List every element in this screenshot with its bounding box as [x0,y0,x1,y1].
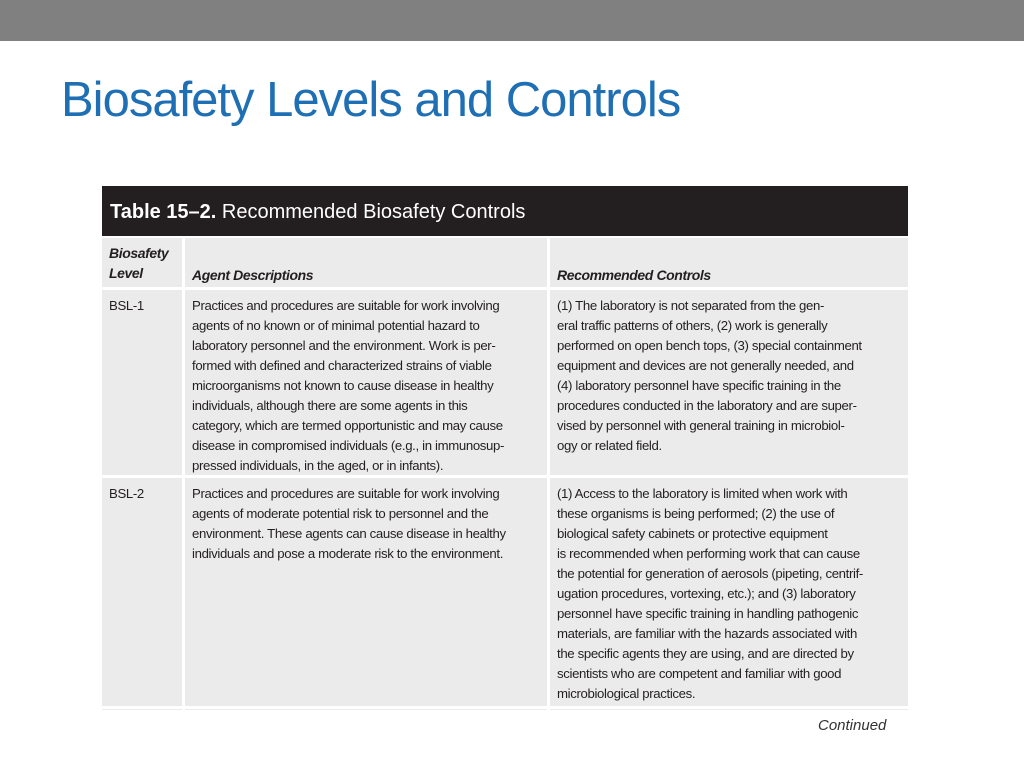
column-header-agent: Agent Descriptions [185,238,547,287]
table-caption [102,186,908,236]
column-header-controls: Recommended Controls [550,238,908,287]
continued-label: Continued [818,717,887,734]
table-row-bsl2-controls: (1) Access to the laboratory is limited when work with these organisms is being performed; (2) the use of biological safety cabinets or protective equipment is recommended when performing work that can cause the potential for generation of aerosols (pipeting, centrif- ugation procedures, vortexing, etc.); and (3) laboratory personnel have specific training in handling pathogenic materials, are familiar with the hazards associated with the specific agents they are using, and are directed by scientists who are competent and familiar with good microbiological practices. [550,478,908,706]
table-row-continuation [185,709,547,710]
table-row-continuation [550,709,908,710]
table-row-bsl1-controls: (1) The laboratory is not separated from the gen- eral traffic patterns of others, (2) work is generally performed on open bench tops, (3) special containment equipment and devices are not generally needed, and (4) laboratory personnel have specific training in the procedures conducted in the laboratory and are super- vised by personnel with general training in microbiol- ogy or related field. [550,290,908,475]
table-row-bsl1-level: BSL-1 [102,290,182,475]
table-row-bsl2-agent: Practices and procedures are suitable for work involving agents of moderate potential risk to personnel and the environment. These agents can cause disease in healthy individuals and pose a moderate risk to the environment. [185,478,547,706]
table-row-continuation [102,709,182,710]
table-row-bsl1-agent: Practices and procedures are suitable for work involving agents of no known or of minimal potential hazard to laboratory personnel and the environment. Work is per- formed with defined and characterized strains of viable microorganisms not known to cause disease in healthy individuals, although there are some agents in this category, which are termed opportunistic and may cause disease in compromised individuals (e.g., in immunosup- pressed individuals, in the aged, or in infants). [185,290,547,475]
biosafety-table [102,186,908,710]
table-row-bsl2-level: BSL-2 [102,478,182,706]
slide-title: Biosafety Levels and Controls [61,73,681,127]
column-header-level: Biosafety Level [102,238,182,287]
table-caption-text: Recommended Biosafety Controls [221,201,526,223]
table-number: Table 15–2. [110,201,217,223]
top-bar [0,0,1024,41]
